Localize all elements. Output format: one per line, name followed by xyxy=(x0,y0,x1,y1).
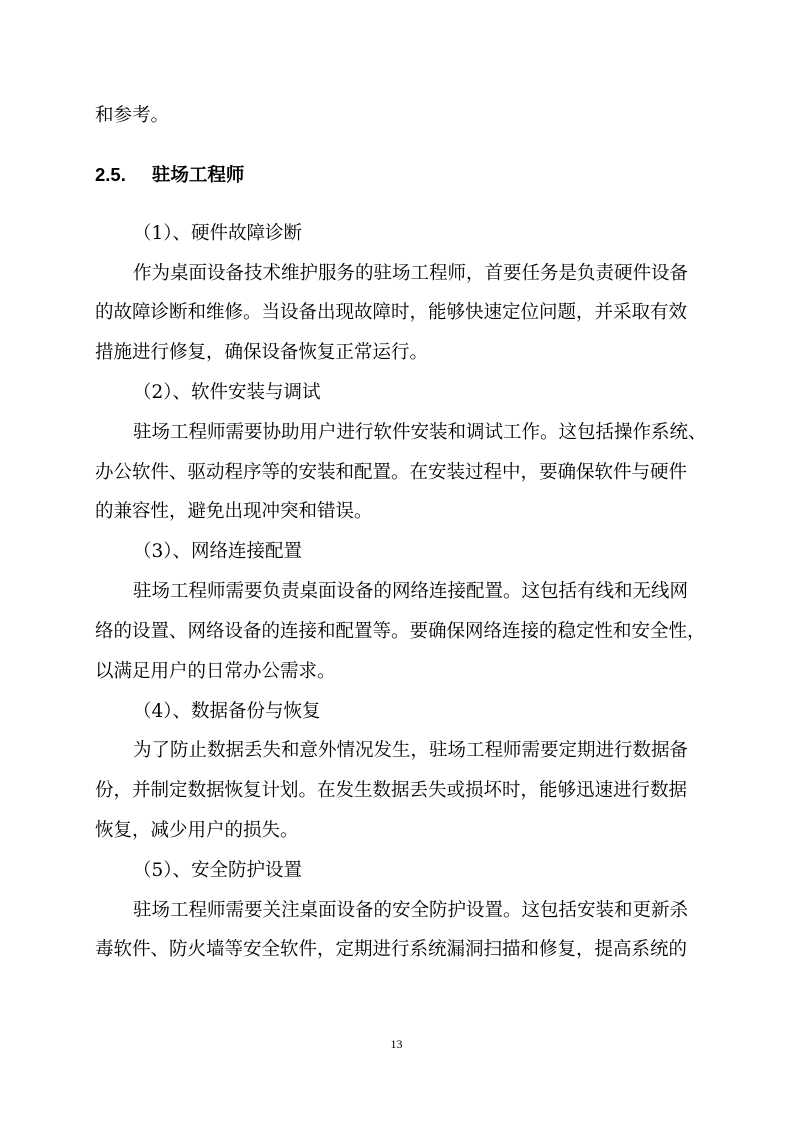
body-line: 毒软件、防火墙等安全软件，定期进行系统漏洞扫描和修复，提高系统的 xyxy=(95,939,688,960)
item-heading-software-install: （2）、软件安装与调试 xyxy=(133,382,321,403)
page-number: 13 xyxy=(390,1037,403,1051)
body-line: 的兼容性，避免出现冲突和错误。 xyxy=(95,501,373,522)
item-heading-hardware-diagnosis: （1）、硬件故障诊断 xyxy=(133,223,303,244)
body-line: 驻场工程师需要负责桌面设备的网络连接配置。这包括有线和无线网 xyxy=(133,581,689,602)
body-line: 驻场工程师需要协助用户进行软件安装和调试工作。这包括操作系统、 xyxy=(133,422,707,443)
item-heading-network-config: （3）、网络连接配置 xyxy=(133,541,303,562)
continuation-text: 和参考。 xyxy=(95,105,170,126)
body-line: 络的设置、网络设备的连接和配置等。要确保网络连接的稳定性和安全性， xyxy=(95,621,706,642)
section-number: 2.5. xyxy=(95,164,126,185)
body-line: 的故障诊断和维修。当设备出现故障时，能够快速定位问题，并采取有效 xyxy=(95,302,688,323)
item-heading-data-backup: （4）、数据备份与恢复 xyxy=(133,701,321,722)
body-line: 为了防止数据丢失和意外情况发生，驻场工程师需要定期进行数据备 xyxy=(133,740,689,761)
body-line: 措施进行修复，确保设备恢复正常运行。 xyxy=(95,342,429,363)
section-heading xyxy=(95,163,244,188)
body-line: 以满足用户的日常办公需求。 xyxy=(95,661,336,682)
body-line: 作为桌面设备技术维护服务的驻场工程师，首要任务是负责硬件设备 xyxy=(133,263,689,284)
body-line: 办公软件、驱动程序等的安装和配置。在安装过程中，要确保软件与硬件 xyxy=(95,462,688,483)
section-title: 驻场工程师 xyxy=(151,165,245,186)
body-line: 恢复，减少用户的损失。 xyxy=(95,820,299,841)
item-heading-security: （5）、安全防护设置 xyxy=(133,860,303,881)
body-line: 驻场工程师需要关注桌面设备的安全防护设置。这包括安装和更新杀 xyxy=(133,900,689,921)
body-line: 份，并制定数据恢复计划。在发生数据丢失或损坏时，能够迅速进行数据 xyxy=(95,780,688,801)
